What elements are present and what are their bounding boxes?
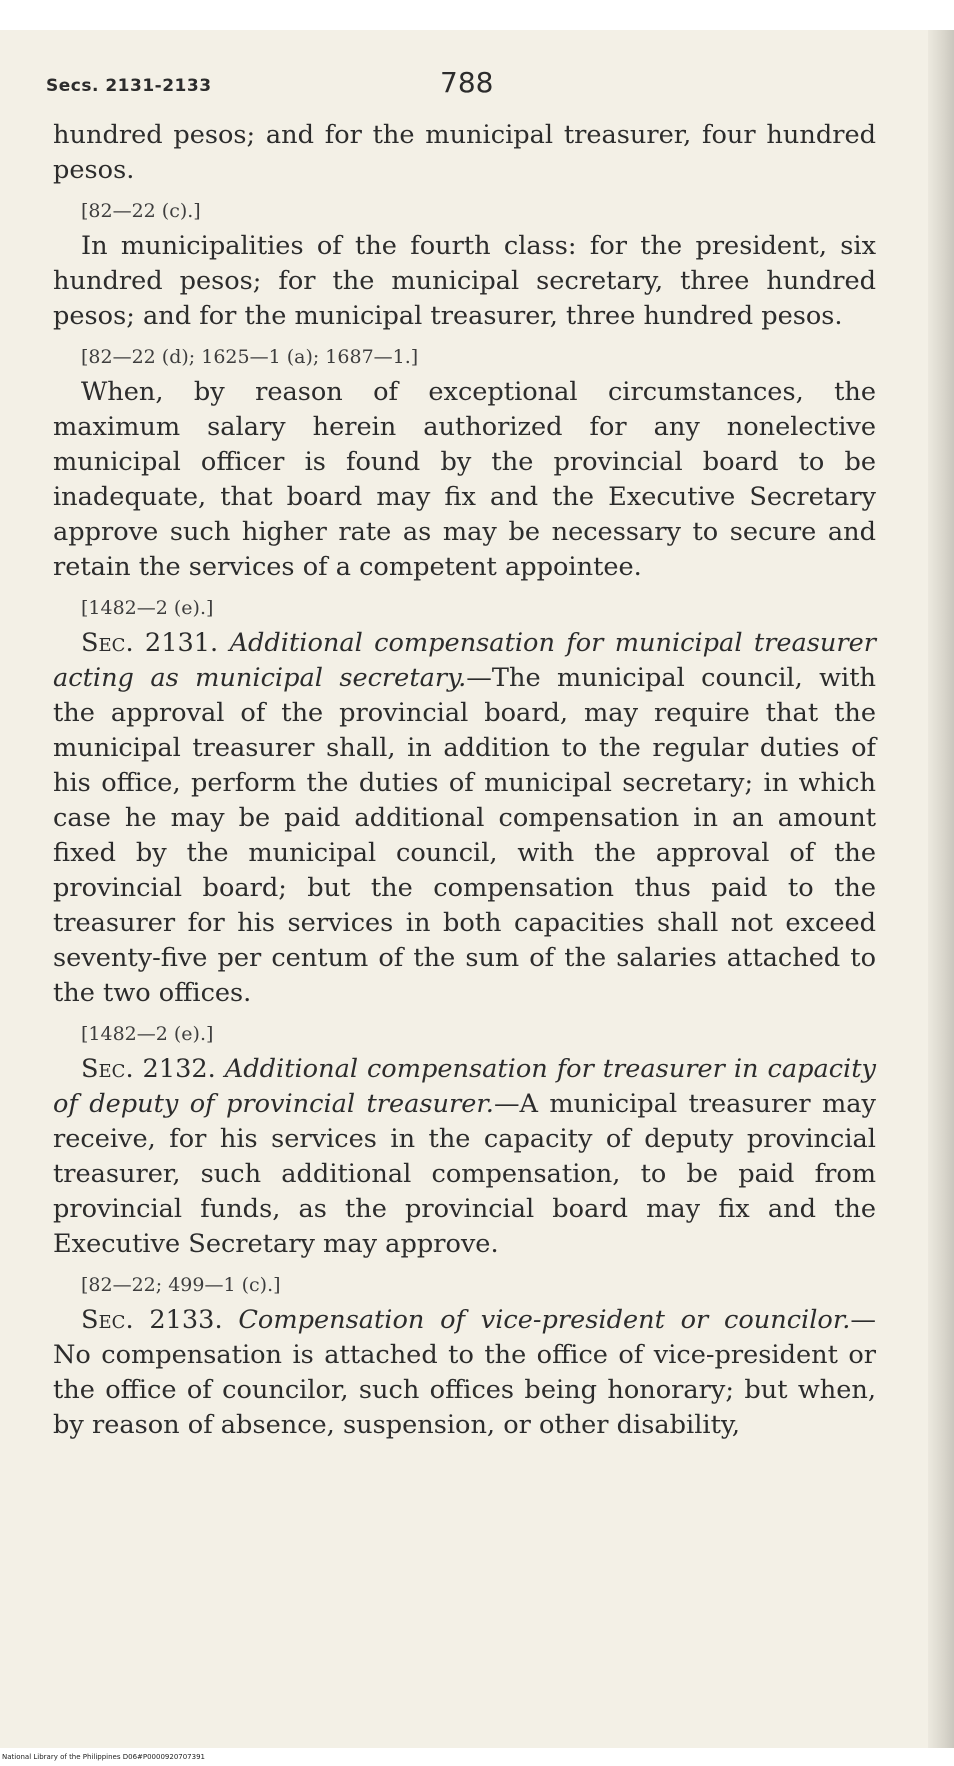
section-text: — No compensation is attached to the office of vice-president or the office of councilor, such offices being honorary; but when, by reason of absence, suspension, or other disability,: [53, 1305, 876, 1440]
paragraph-fourth-class: In municipalities of the fourth class: for the president, six hundred pesos; for the municipal secretary, three hundred pesos; and for the municipal treasurer, three hundred pesos.: [53, 231, 876, 331]
citation: [1482—2 (e).]: [81, 1023, 214, 1045]
paragraph-exceptional-circumstances: When, by reason of exceptional circumstances, the maximum salary herein authorized for any nonelective municipal officer is found by the provincial board to be inadequate, that board may fix and the Executive Secretary approve such higher rate as may be necessary to secure and retain the services of a competent appointee.: [53, 377, 876, 582]
section-2132: [53, 1052, 876, 1262]
section-label: Sec. 2132.: [81, 1054, 216, 1084]
section-title: Additional compensation for municipal treasurer acting as municipal secretary.: [53, 628, 877, 693]
paragraph-continued: hundred pesos; and for the municipal treasurer, four hundred pesos.: [53, 120, 876, 185]
page-body: [53, 118, 876, 1443]
scan-credit: National Library of the Philippines D06#P0000920707391: [0, 1748, 954, 1766]
citation: [82—22 (c).]: [81, 200, 201, 222]
citation: [82—22; 499—1 (c).]: [81, 1274, 281, 1296]
section-label: Sec. 2131.: [81, 628, 219, 658]
section-title: Compensation of vice-president or councilor.: [238, 1305, 851, 1335]
page-gutter-shadow: [928, 30, 954, 1748]
page-number: 788: [440, 66, 494, 99]
citation: [82—22 (d); 1625—1 (a); 1687—1.]: [81, 346, 419, 368]
citation: [1482—2 (e).]: [81, 597, 214, 619]
section-label: Sec. 2133.: [81, 1305, 223, 1335]
section-text: —The municipal council, with the approval of the provincial board, may require that the municipal treasurer shall, in addition to the regular duties of his office, perform the duties of municipal secretary; in which case he may be paid additional compensation in an amount fixed by the municipal council, with the approval of the provincial board; but the compensation thus paid to the treasurer for his services in both capacities shall not exceed seventy-five per centum of the sum of the salaries attached to the two offices.: [53, 663, 876, 1008]
page-header: [46, 66, 894, 106]
section-text: —A municipal treasurer may receive, for his services in the capacity of deputy provincial treasurer, such additional compensation, to be paid from provincial funds, as the provincial board may fix and the Executive Secretary may approve.: [53, 1089, 876, 1259]
section-range: Secs. 2131-2133: [46, 76, 212, 96]
section-2131: [53, 626, 876, 1011]
section-2133: [53, 1303, 876, 1443]
section-title: Additional compensation for treasurer in capacity of deputy of provincial treasurer.: [53, 1054, 876, 1119]
